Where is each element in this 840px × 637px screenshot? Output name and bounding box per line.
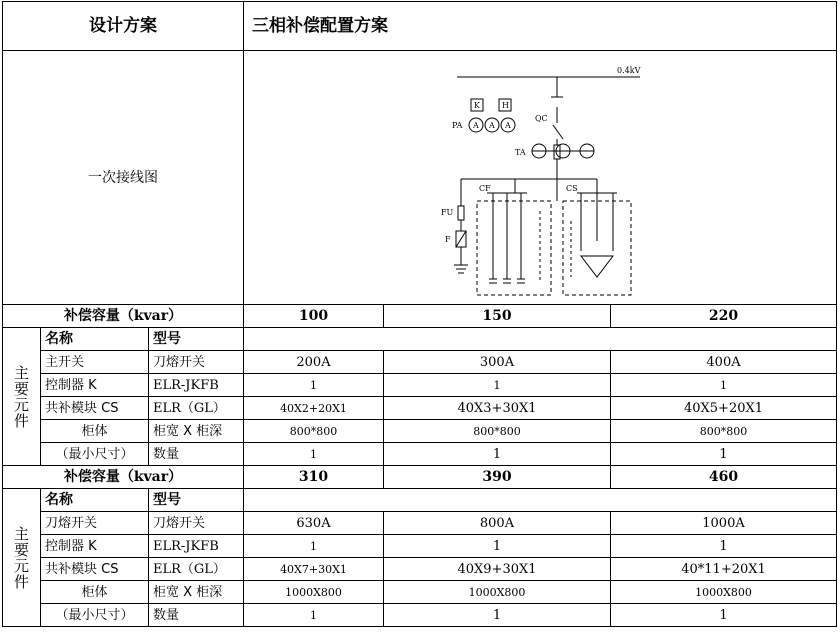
row-model: 刀熔开关 — [149, 351, 244, 374]
row-name: 共补模块 CS — [41, 397, 149, 420]
cap-label-1: 补偿容量（kvar） — [3, 305, 244, 328]
row-model: ELR（GL） — [149, 558, 244, 581]
meter-pa-label: PA — [452, 121, 463, 130]
row-value: 1 — [244, 535, 384, 558]
row-value: 1 — [244, 443, 384, 466]
row-value: 800A — [384, 512, 611, 535]
header-left: 设计方案 — [3, 2, 244, 51]
cs-label: CS — [566, 184, 578, 193]
row-model: 数量 — [149, 604, 244, 627]
row-value: 1 — [611, 604, 837, 627]
voltage-label: 0.4kV — [617, 66, 641, 75]
cap-value: 150 — [384, 305, 611, 328]
col-name-header: 名称 — [41, 489, 149, 512]
config-table — [2, 1, 837, 627]
row-value: 630A — [244, 512, 384, 535]
ta-label: TA — [515, 148, 526, 157]
row-value: 1000X800 — [244, 581, 384, 604]
meter-a2-label: A — [489, 121, 495, 130]
col-model-header: 型号 — [149, 489, 244, 512]
row-value: 40X9+30X1 — [384, 558, 611, 581]
row-value: 1 — [384, 535, 611, 558]
row-value: 40*11+20X1 — [611, 558, 837, 581]
header-right: 三相补偿配置方案 — [244, 2, 837, 51]
cf-label: CF — [479, 184, 491, 193]
row-value: 1 — [384, 604, 611, 627]
row-model: ELR-JKFB — [149, 535, 244, 558]
row-name: 共补模块 CS — [41, 558, 149, 581]
row-model: 数量 — [149, 443, 244, 466]
header-blank — [244, 328, 837, 351]
cap-label-2: 补偿容量（kvar） — [3, 466, 244, 489]
row-value: 40X5+20X1 — [611, 397, 837, 420]
row-value: 400A — [611, 351, 837, 374]
row-value: 1 — [384, 374, 611, 397]
row-name: 柜体 — [41, 420, 149, 443]
row-name: （最小尺寸） — [41, 443, 149, 466]
row-model: 刀熔开关 — [149, 512, 244, 535]
row-model: ELR（GL） — [149, 397, 244, 420]
cap-value: 460 — [611, 466, 837, 489]
row-value: 1000A — [611, 512, 837, 535]
row-value: 1 — [244, 604, 384, 627]
wiring-diagram-cell — [244, 51, 837, 305]
row-value: 800*800 — [611, 420, 837, 443]
row-model: 柜宽 X 柜深 — [149, 581, 244, 604]
row-name: 主开关 — [41, 351, 149, 374]
f-label: F — [445, 235, 451, 244]
diagram-label: 一次接线图 — [3, 51, 244, 305]
cap-value: 390 — [384, 466, 611, 489]
meter-a1-label: A — [473, 121, 479, 130]
row-value: 200A — [244, 351, 384, 374]
row-value: 1 — [611, 374, 837, 397]
meter-k-label: K — [474, 101, 480, 110]
cap-value: 310 — [244, 466, 384, 489]
row-value: 300A — [384, 351, 611, 374]
row-name: 刀熔开关 — [41, 512, 149, 535]
row-value: 800*800 — [244, 420, 384, 443]
meter-a3-label: A — [505, 121, 511, 130]
row-model: ELR-JKFB — [149, 374, 244, 397]
row-value: 1 — [611, 443, 837, 466]
row-value: 40X3+30X1 — [384, 397, 611, 420]
row-value: 1 — [611, 535, 837, 558]
cap-value: 220 — [611, 305, 837, 328]
row-value: 1000X800 — [384, 581, 611, 604]
header-blank — [244, 489, 837, 512]
row-name: 控制器 K — [41, 535, 149, 558]
meter-h-label: H — [502, 101, 509, 110]
row-value: 40X2+20X1 — [244, 397, 384, 420]
cap-value: 100 — [244, 305, 384, 328]
row-name: （最小尺寸） — [41, 604, 149, 627]
wiring-diagram — [245, 51, 835, 301]
col-model-header: 型号 — [149, 328, 244, 351]
row-value: 1000X800 — [611, 581, 837, 604]
side-label-2: 主 要 元 件 — [3, 489, 41, 627]
row-name: 柜体 — [41, 581, 149, 604]
row-value: 1 — [384, 443, 611, 466]
row-value: 1 — [244, 374, 384, 397]
side-label-1: 主 要 元 件 — [3, 328, 41, 466]
fu-label: FU — [441, 208, 454, 217]
row-model: 柜宽 X 柜深 — [149, 420, 244, 443]
row-name: 控制器 K — [41, 374, 149, 397]
qc-label: QC — [535, 114, 548, 123]
row-value: 800*800 — [384, 420, 611, 443]
col-name-header: 名称 — [41, 328, 149, 351]
row-value: 40X7+30X1 — [244, 558, 384, 581]
